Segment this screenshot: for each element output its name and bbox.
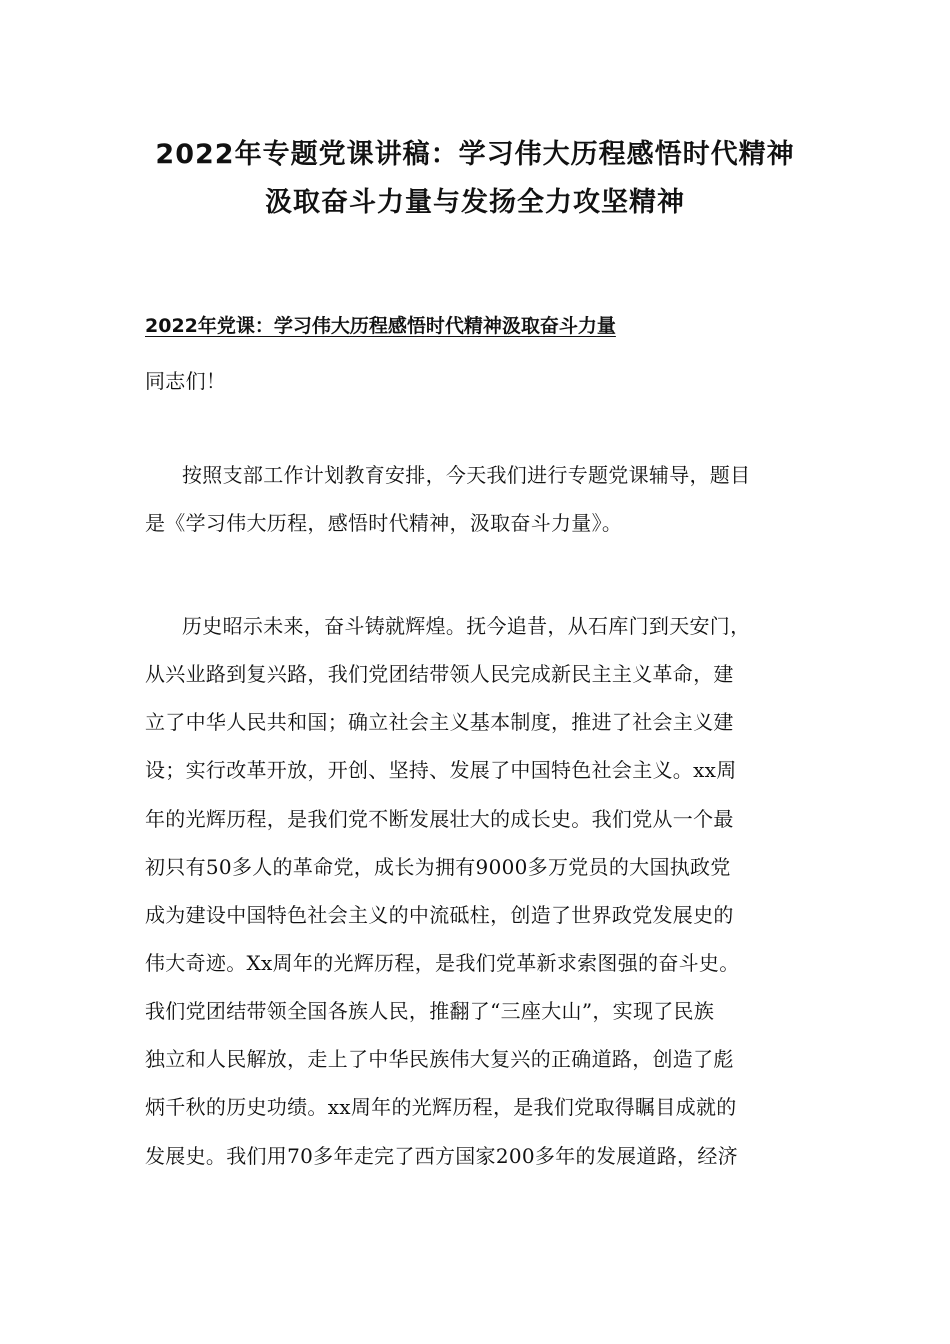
paragraph-2-line: 从兴业路到复兴路，我们党团结带领人民完成新民主主义革命，建 — [145, 662, 734, 686]
paragraph-2-line: 设；实行改革开放，开创、坚持、发展了中国特色社会主义。xx周 — [145, 758, 737, 782]
paragraph-2-line: 成为建设中国特色社会主义的中流砥柱，创造了世界政党发展史的 — [145, 903, 734, 927]
greeting: 同志们！ — [145, 369, 227, 393]
paragraph-2-line: 独立和人民解放，走上了中华民族伟大复兴的正确道路，创造了彪 — [145, 1047, 734, 1071]
paragraph-2-line: 立了中华人民共和国；确立社会主义基本制度，推进了社会主义建 — [145, 710, 734, 734]
paragraph-1-line: 按照支部工作计划教育安排，今天我们进行专题党课辅导，题目 — [182, 463, 751, 487]
paragraph-2-line: 炳千秋的历史功绩。xx周年的光辉历程，是我们党取得瞩目成就的 — [145, 1095, 737, 1119]
paragraph-2-line: 年的光辉历程，是我们党不断发展壮大的成长史。我们党从一个最 — [145, 807, 734, 831]
paragraph-2-line: 历史昭示未来，奋斗铸就辉煌。抚今追昔，从石库门到天安门， — [182, 614, 751, 638]
document-title-line-1: 2022年专题党课讲稿：学习伟大历程感悟时代精神 — [155, 139, 795, 170]
paragraph-2-line: 发展史。我们用70多年走完了西方国家200多年的发展道路，经济 — [145, 1144, 738, 1168]
paragraph-1-line: 是《学习伟大历程，感悟时代精神，汲取奋斗力量》。 — [145, 511, 623, 535]
paragraph-2-line: 我们党团结带领全国各族人民，推翻了“三座大山”，实现了民族 — [145, 999, 715, 1023]
paragraph-2-line: 伟大奇迹。Xx周年的光辉历程，是我们党革新求索图强的奋斗史。 — [145, 951, 740, 975]
document-title-line-2: 汲取奋斗力量与发扬全力攻坚精神 — [265, 187, 685, 218]
section-heading: 2022年党课：学习伟大历程感悟时代精神汲取奋斗力量 — [145, 315, 616, 337]
paragraph-2-line: 初只有50多人的革命党，成长为拥有9000多万党员的大国执政党 — [145, 855, 731, 879]
